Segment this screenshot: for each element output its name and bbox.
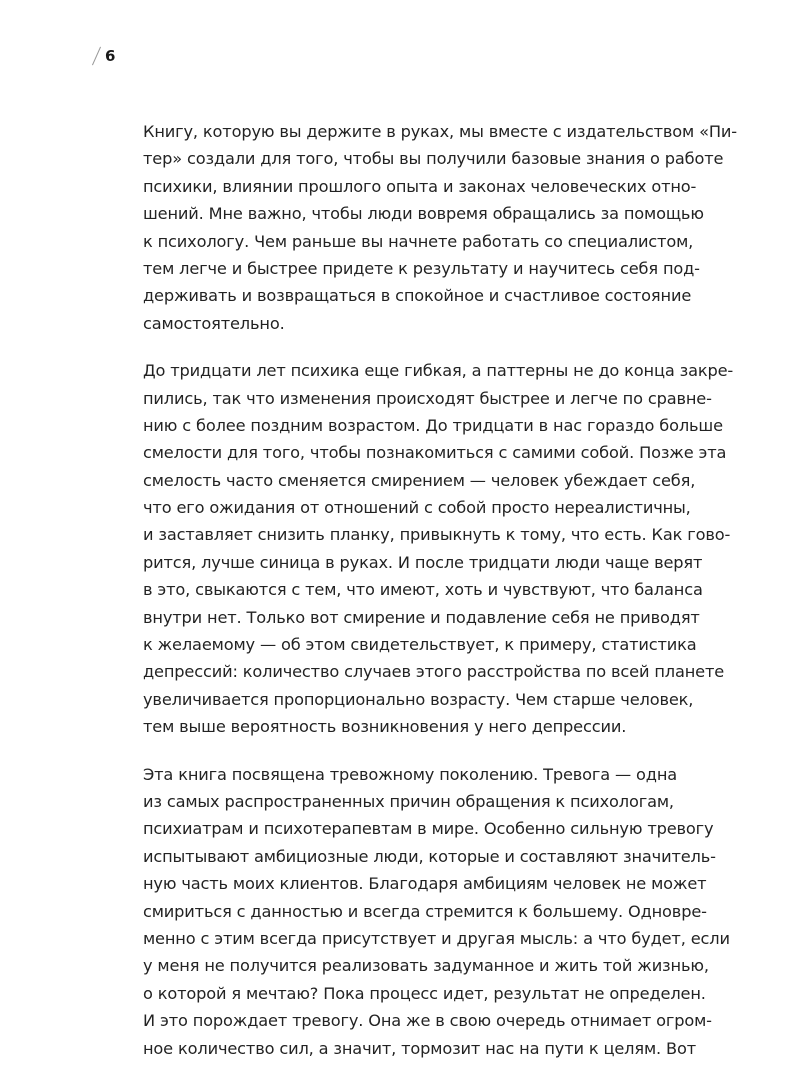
text-line: из самых распространенных причин обращения к психологам, [143, 791, 674, 811]
text-line: тем легче и быстрее придете к результату и научитесь себя под- [143, 258, 700, 278]
text-line: Книгу, которую вы держите в руках, мы вместе с издательством «Пи- [143, 122, 737, 141]
paragraph [143, 761, 730, 1062]
page-header [96, 44, 115, 68]
text-line: тер» создали для того, чтобы вы получили базовые знания о работе [143, 149, 724, 169]
text-line: к психологу. Чем раньше вы начнете работать со специалистом, [143, 231, 694, 251]
text-line: До тридцати лет психика еще гибкая, а паттерны не до конца закре- [143, 361, 734, 381]
text-line: что его ожидания от отношений с собой просто нереалистичны, [143, 498, 691, 518]
text-line: депрессий: количество случаев этого расстройства по всей планете [143, 662, 725, 682]
text-line: увеличивается пропорционально возрасту. Чем старше человек, [143, 689, 694, 709]
text-line: и заставляет снизить планку, привыкнуть к тому, что есть. Как гово- [143, 525, 731, 545]
text-line: у меня не получится реализовать задуманное и жить той жизнью, [143, 956, 709, 976]
page-number: 6 [105, 47, 116, 65]
text-line: пились, так что изменения происходят быстрее и легче по сравне- [143, 388, 712, 408]
text-line: шений. Мне важно, чтобы люди вовремя обращались за помощью [143, 204, 704, 224]
text-line: нию с более поздним возрастом. До тридцати в нас гораздо больше [143, 415, 723, 435]
text-line: внутри нет. Только вот смирение и подавление себя не приводят [143, 607, 700, 627]
text-line: рится, лучше синица в руках. И после тридцати люди чаще верят [143, 552, 703, 572]
text-line: психиатрам и психотерапевтам в мире. Особенно сильную тревогу [143, 819, 714, 839]
text-line: самостоятельно. [143, 313, 285, 333]
text-line: ное количество сил, а значит, тормозит нас на пути к целям. Вот [143, 1038, 696, 1058]
text-line: смелости для того, чтобы познакомиться с самими собой. Позже эта [143, 443, 727, 463]
text-line: тем выше вероятность возникновения у него депрессии. [143, 717, 627, 737]
header-slash-divider [92, 47, 101, 66]
text-line: психики, влиянии прошлого опыта и законах человеческих отно- [143, 176, 697, 196]
text-line: смелость часто сменяется смирением — человек убеждает себя, [143, 470, 696, 490]
body-text [143, 118, 737, 1082]
paragraph [143, 118, 737, 337]
text-line: к желаемому — об этом свидетельствует, к примеру, статистика [143, 635, 697, 655]
paragraph [143, 357, 734, 740]
text-line: смириться с данностью и всегда стремится к большему. Одновре- [143, 901, 707, 921]
text-line: Эта книга посвящена тревожному поколению. Тревога — одна [143, 764, 678, 784]
text-line: держивать и возвращаться в спокойное и счастливое состояние [143, 286, 692, 306]
text-line: в это, свыкаются с тем, что имеют, хоть и чувствуют, что баланса [143, 580, 703, 600]
text-line: испытывают амбициозные люди, которые и составляют значитель- [143, 846, 716, 866]
text-line: И это порождает тревогу. Она же в свою очередь отнимает огром- [143, 1011, 712, 1031]
text-line: ную часть моих клиентов. Благодаря амбициям человек не может [143, 874, 707, 894]
text-line: о которой я мечтаю? Пока процесс идет, результат не определен. [143, 983, 706, 1003]
text-line: менно с этим всегда присутствует и другая мысль: а что будет, если [143, 928, 730, 948]
